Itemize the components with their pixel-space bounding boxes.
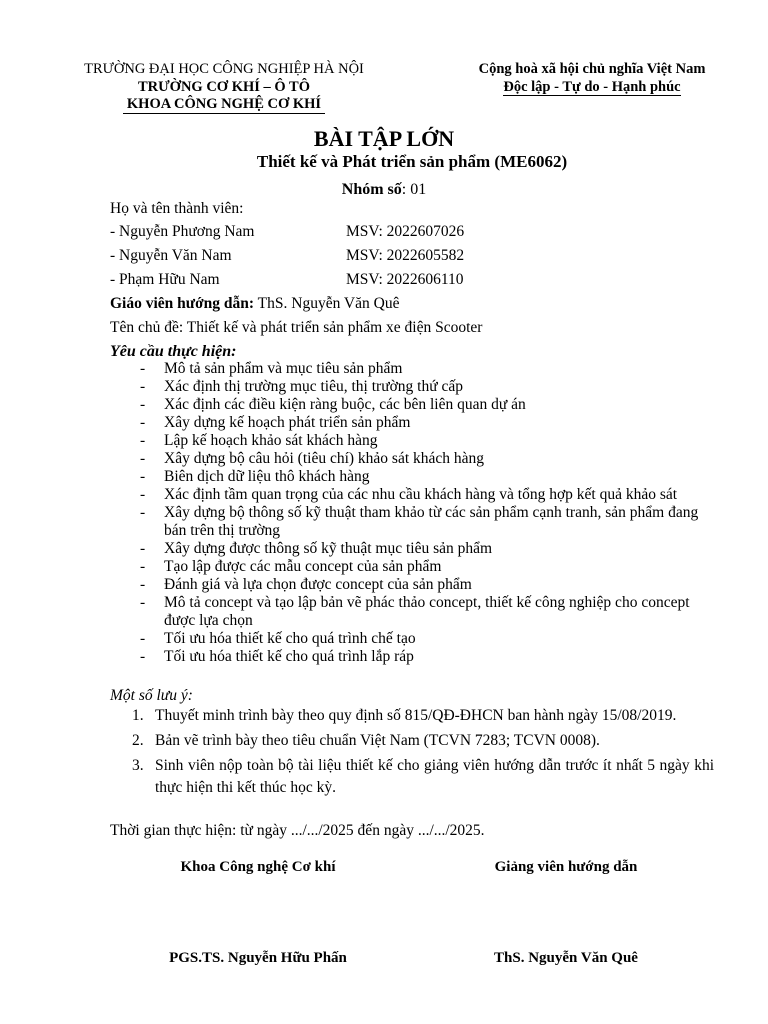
requirement-item: - Xác định tầm quan trọng của các nhu cầu khách hàng và tổng hợp kết quả khảo sát xyxy=(140,486,720,504)
group-value: : 01 xyxy=(401,181,427,198)
requirement-item: - Tối ưu hóa thiết kế cho quá trình lắp ráp xyxy=(140,648,720,666)
note-number: 2. xyxy=(132,732,144,749)
notes-list xyxy=(130,705,714,802)
note-text: Sinh viên nộp toàn bộ tài liệu thiết kế cho giảng viên hướng dẫn trước ít nhất 5 ngày khi thực hiện thi kết thúc học kỳ. xyxy=(155,757,714,796)
topic-line: Tên chủ đề: Thiết kế và phát triển sản phẩm xe điện Scooter xyxy=(110,319,483,336)
member-msv: MSV: 2022605582 xyxy=(346,247,465,264)
faculty-name: KHOA CÔNG NGHỆ CƠ KHÍ xyxy=(123,96,325,114)
signature-right-name: ThS. Nguyễn Văn Quê xyxy=(494,950,638,966)
note-item xyxy=(130,755,714,799)
university-name: TRƯỜNG ĐẠI HỌC CÔNG NGHIỆP HÀ NỘI xyxy=(84,61,364,77)
requirement-item: - Biên dịch dữ liệu thô khách hàng xyxy=(140,468,720,486)
motto-block xyxy=(452,78,732,96)
requirement-item: - Đánh giá và lựa chọn được concept của sản phẩm xyxy=(140,576,720,594)
advisor-line xyxy=(110,295,399,313)
group-number xyxy=(0,181,768,199)
signature-left-name: PGS.TS. Nguyễn Hữu Phấn xyxy=(169,950,347,966)
note-item xyxy=(130,730,714,752)
country-motto: Cộng hoà xã hội chủ nghĩa Việt Nam xyxy=(478,61,706,77)
requirements-list xyxy=(140,360,720,666)
time-line: Thời gian thực hiện: từ ngày .../.../2025 đến ngày .../.../2025. xyxy=(110,822,485,839)
member-msv: MSV: 2022607026 xyxy=(346,223,465,240)
requirement-item: - Xây dựng bộ câu hỏi (tiêu chí) khảo sát khách hàng xyxy=(140,450,720,468)
note-text: Thuyết minh trình bày theo quy định số 815/QĐ-ĐHCN ban hành ngày 15/08/2019. xyxy=(155,707,677,724)
motto-line: Độc lập - Tự do - Hạnh phúc xyxy=(503,79,681,95)
advisor-value: ThS. Nguyễn Văn Quê xyxy=(254,295,400,312)
requirement-item: - Xây dựng bộ thông số kỹ thuật tham khảo từ các sản phẩm cạnh tranh, sản phẩm đang bán trên thị trường xyxy=(140,504,720,540)
requirement-item: - Xây dựng kế hoạch phát triển sản phẩm xyxy=(140,414,720,432)
note-number: 3. xyxy=(132,757,144,774)
requirement-item: - Xây dựng được thông số kỹ thuật mục tiêu sản phẩm xyxy=(140,540,720,558)
member-name: - Phạm Hữu Nam xyxy=(110,271,220,288)
requirement-item: - Tạo lập được các mẫu concept của sản phẩm xyxy=(140,558,720,576)
requirement-item: - Mô tả concept và tạo lập bản vẽ phác thảo concept, thiết kế công nghiệp cho concept được lựa chọn xyxy=(140,594,720,630)
requirement-item: - Mô tả sản phẩm và mục tiêu sản phẩm xyxy=(140,360,720,378)
member-name: - Nguyễn Phương Nam xyxy=(110,223,255,240)
note-text: Bản vẽ trình bày theo tiêu chuẩn Việt Nam (TCVN 7283; TCVN 0008). xyxy=(155,732,600,749)
group-label: Nhóm số xyxy=(341,181,402,198)
requirement-item: - Tối ưu hóa thiết kế cho quá trình chế tạo xyxy=(140,630,720,648)
requirements-heading: Yêu cầu thực hiện: xyxy=(110,343,237,360)
requirement-item: - Xác định các điều kiện ràng buộc, các bên liên quan dự án xyxy=(140,396,720,414)
signature-right-title: Giảng viên hướng dẫn xyxy=(494,859,638,875)
school-name: TRƯỜNG CƠ KHÍ – Ô TÔ xyxy=(137,79,310,95)
signature-left-title: Khoa Công nghệ Cơ khí xyxy=(180,859,336,875)
member-name: - Nguyễn Văn Nam xyxy=(110,247,232,264)
member-msv: MSV: 2022606110 xyxy=(346,271,464,288)
advisor-label: Giáo viên hướng dẫn: xyxy=(110,295,255,312)
notes-heading: Một số lưu ý: xyxy=(110,687,193,704)
note-number: 1. xyxy=(132,707,144,724)
requirement-item: - Lập kế hoạch khảo sát khách hàng xyxy=(140,432,720,450)
course-subtitle: Thiết kế và Phát triển sản phẩm (ME6062) xyxy=(256,152,568,171)
requirement-item: - Xác định thị trường mục tiêu, thị trường thứ cấp xyxy=(140,378,720,396)
faculty-block xyxy=(64,95,384,113)
members-label: Họ và tên thành viên: xyxy=(110,200,244,217)
note-item xyxy=(130,705,714,727)
page-title: BÀI TẬP LỚN xyxy=(313,126,455,151)
